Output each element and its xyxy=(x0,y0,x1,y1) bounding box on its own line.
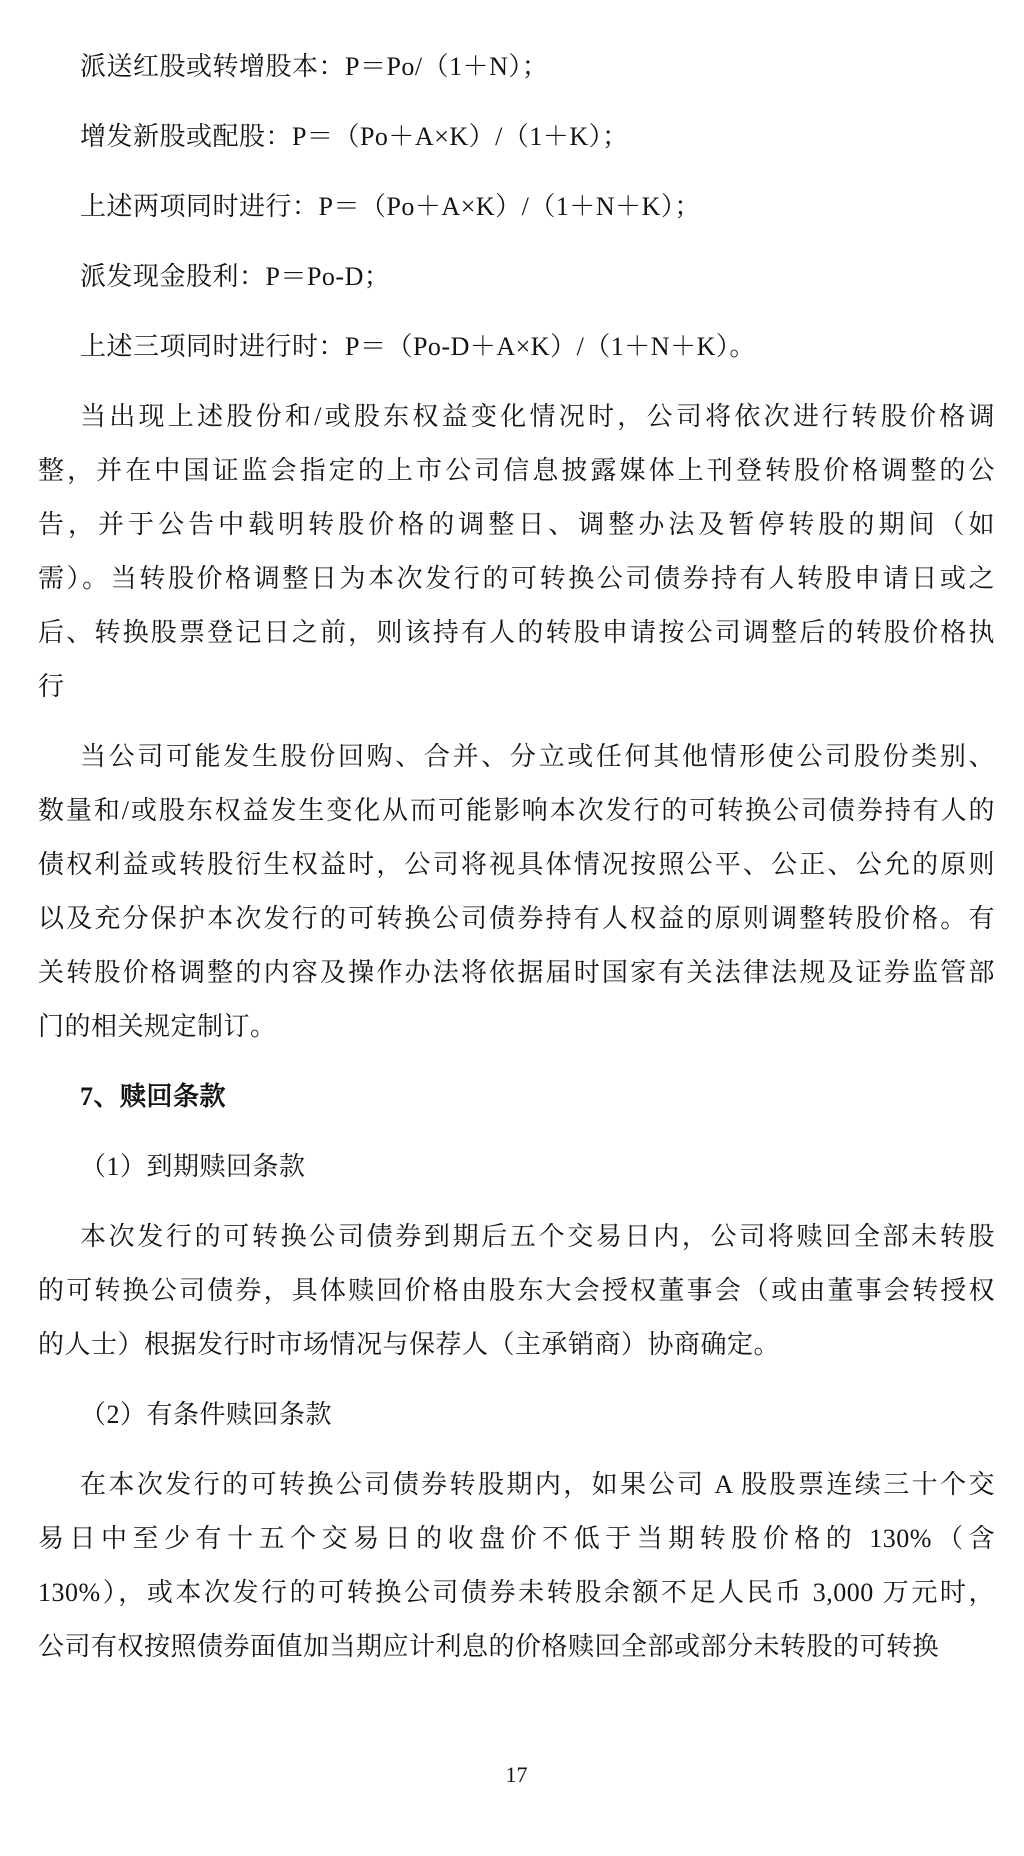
paragraph-line: 行 xyxy=(38,672,65,701)
paragraph-line: 告，并于公告中载明转股价格的调整日、调整办法及暂停转股的期间（如 xyxy=(38,510,995,539)
paragraph-line: 数量和/或股东权益发生变化从而可能影响本次发行的可转换公司债券持有人的 xyxy=(38,796,995,825)
paragraph-line: 需）。当转股价格调整日为本次发行的可转换公司债券持有人转股申请日或之 xyxy=(38,564,995,593)
paragraph-line: 关转股价格调整的内容及操作办法将依据届时国家有关法律法规及证券监管部 xyxy=(38,958,995,987)
sub-heading: （1）到期赎回条款 xyxy=(80,1152,306,1181)
paragraph-line: 以及充分保护本次发行的可转换公司债券持有人权益的原则调整转股价格。有 xyxy=(38,904,995,933)
paragraph-line: 公司有权按照债券面值加当期应计利息的价格赎回全部或部分未转股的可转换 xyxy=(38,1632,940,1661)
formula-line: 派发现金股利：P＝Po-D； xyxy=(80,262,391,291)
paragraph-line: 当出现上述股份和/或股东权益变化情况时，公司将依次进行转股价格调 xyxy=(80,402,995,431)
paragraph-line: 的可转换公司债券，具体赎回价格由股东大会授权董事会（或由董事会转授权 xyxy=(38,1276,995,1305)
paragraph-line: 易日中至少有十五个交易日的收盘价不低于当期转股价格的 130%（含 xyxy=(38,1524,995,1553)
paragraph xyxy=(38,730,995,1054)
paragraph-line: 债权利益或转股衍生权益时，公司将视具体情况按照公平、公正、公允的原则 xyxy=(38,850,995,879)
paragraph-line: 当公司可能发生股份回购、合并、分立或任何其他情形使公司股份类别、 xyxy=(80,742,995,771)
paragraph-line: 门的相关规定制订。 xyxy=(38,1012,277,1041)
paragraph-line: 后、转换股票登记日之前，则该持有人的转股申请按公司调整后的转股价格执 xyxy=(38,618,995,647)
paragraph-line: 130%），或本次发行的可转换公司债券未转股余额不足人民币 3,000 万元时， xyxy=(38,1578,995,1607)
paragraph-line: 的人士）根据发行时市场情况与保荐人（主承销商）协商确定。 xyxy=(38,1330,781,1359)
page-number: 17 xyxy=(505,1762,528,1787)
formula-line: 上述三项同时进行时：P＝（Po-D＋A×K）/（1＋N＋K）。 xyxy=(80,332,756,361)
formula-line: 增发新股或配股：P＝（Po＋A×K）/（1＋K）； xyxy=(80,122,629,151)
paragraph-line: 在本次发行的可转换公司债券转股期内，如果公司 A 股股票连续三十个交 xyxy=(80,1470,995,1499)
sub-heading: （2）有条件赎回条款 xyxy=(80,1400,333,1429)
formula-line: 上述两项同时进行：P＝（Po＋A×K）/（1＋N＋K）； xyxy=(80,192,701,221)
section-heading: 7、赎回条款 xyxy=(80,1082,227,1111)
paragraph xyxy=(38,1210,995,1372)
paragraph xyxy=(38,1458,995,1674)
paragraph-line: 整，并在中国证监会指定的上市公司信息披露媒体上刊登转股价格调整的公 xyxy=(38,456,995,485)
formula-line: 派送红股或转增股本：P＝Po/（1＋N）； xyxy=(80,52,549,81)
paragraph xyxy=(38,390,995,714)
paragraph-line: 本次发行的可转换公司债券到期后五个交易日内，公司将赎回全部未转股 xyxy=(80,1222,995,1251)
